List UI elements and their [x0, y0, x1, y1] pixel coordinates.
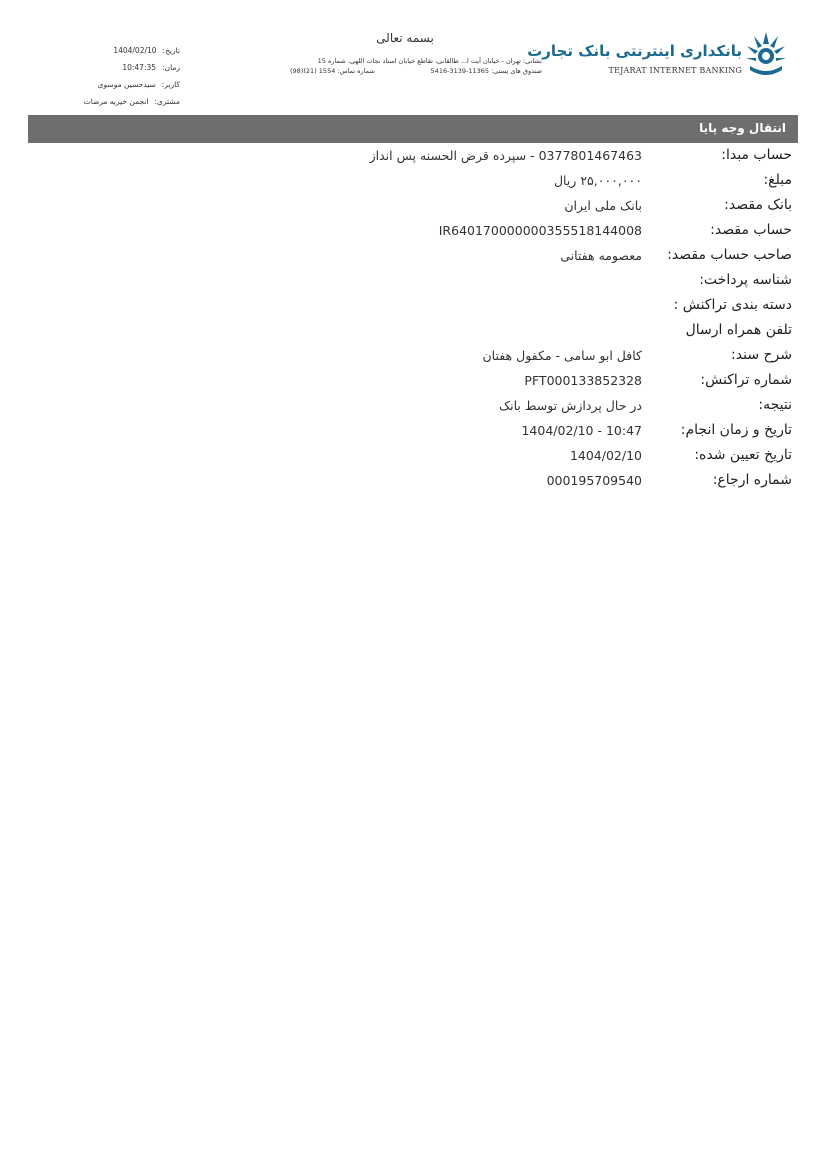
- detail-row-mobile: [28, 319, 794, 344]
- detail-label: صاحب حساب مقصد:: [667, 247, 792, 263]
- detail-value: 1404/02/10: [569, 448, 642, 463]
- detail-label: تاریخ تعیین شده:: [694, 447, 792, 463]
- detail-label: دسته بندی تراکنش :: [673, 297, 792, 313]
- detail-value: معصومه هفتانی: [560, 248, 642, 263]
- receipt-meta: [60, 42, 180, 110]
- bank-name-en: TEJARAT INTERNET BANKING: [608, 66, 742, 75]
- detail-label: شماره تراکنش:: [700, 372, 792, 388]
- bismillah-heading: بسمه تعالی: [376, 31, 434, 45]
- detail-label: مبلغ:: [763, 172, 792, 188]
- detail-label: شماره ارجاع:: [712, 472, 792, 488]
- detail-row-reference: [28, 469, 794, 494]
- section-title: انتقال وجه پایا: [699, 121, 786, 135]
- meta-user: [60, 76, 180, 93]
- detail-row-description: [28, 344, 794, 369]
- meta-user-label: کاربر:: [161, 80, 180, 89]
- detail-value: 000195709540: [546, 473, 642, 488]
- detail-row-dest-bank: [28, 194, 794, 219]
- detail-row-datetime: [28, 419, 794, 444]
- detail-row-payment-id: [28, 269, 794, 294]
- meta-customer: [60, 93, 180, 110]
- detail-label: حساب مبدا:: [721, 147, 792, 163]
- detail-value: PFT000133852328: [524, 373, 642, 388]
- detail-value: 0377801467463 - سپرده قرض الحسنه پس انداز: [369, 148, 642, 163]
- po-box: صندوق های پستی: 11365-3139-5416: [430, 67, 542, 75]
- detail-label: حساب مقصد:: [710, 222, 792, 238]
- detail-label: شرح سند:: [731, 347, 792, 363]
- bank-logo: [527, 30, 794, 82]
- detail-value: IR640170000000355518144008: [438, 223, 642, 238]
- meta-time: [60, 59, 180, 76]
- bank-name-fa: بانکداری اینترنتی بانک تجارت: [527, 42, 742, 60]
- detail-label: تاریخ و زمان انجام:: [680, 422, 792, 438]
- detail-label: بانک مقصد:: [724, 197, 792, 213]
- detail-row-category: [28, 294, 794, 319]
- address-line: نشانی: تهران - خیابان آیت ا... طالقانی، تقاطع خیابان استاد نجات اللهی، شماره 15: [317, 57, 542, 65]
- detail-value: 1404/02/10 - 10:47: [521, 423, 642, 438]
- detail-label: تلفن همراه ارسال: [685, 322, 792, 338]
- detail-value: ۲۵,۰۰۰,۰۰۰ ریال: [553, 173, 642, 188]
- meta-user-value: سیدحسین موسوی: [97, 80, 156, 89]
- meta-time-value: 10:47:35: [122, 63, 157, 72]
- detail-row-result: [28, 394, 794, 419]
- contact-phone: شماره تماس: 1554 (21)(98): [290, 67, 375, 75]
- detail-label: نتیجه:: [758, 397, 792, 413]
- meta-customer-label: مشتری:: [154, 97, 180, 106]
- detail-row-dest-account: [28, 219, 794, 244]
- detail-value: بانک ملی ایران: [564, 198, 642, 213]
- meta-date: [60, 42, 180, 59]
- bank-emblem-icon: [744, 30, 788, 80]
- section-title-bar: [28, 115, 798, 143]
- detail-row-source-account: [28, 144, 794, 169]
- bank-address: [290, 56, 542, 76]
- detail-row-transaction-no: [28, 369, 794, 394]
- meta-date-value: 1404/02/10: [113, 46, 157, 55]
- meta-time-label: زمان:: [162, 63, 180, 72]
- detail-value: در حال پردازش توسط بانک: [498, 398, 642, 413]
- transfer-details: [28, 144, 794, 494]
- detail-row-scheduled-date: [28, 444, 794, 469]
- detail-row-amount: [28, 169, 794, 194]
- meta-date-label: تاریخ:: [162, 46, 180, 55]
- detail-row-dest-owner: [28, 244, 794, 269]
- meta-customer-value: انجمن خیریه مرضات: [83, 97, 149, 106]
- detail-label: شناسه پرداخت:: [699, 272, 792, 288]
- detail-value: کافل ابو سامی - مکفول هفتان: [482, 348, 642, 363]
